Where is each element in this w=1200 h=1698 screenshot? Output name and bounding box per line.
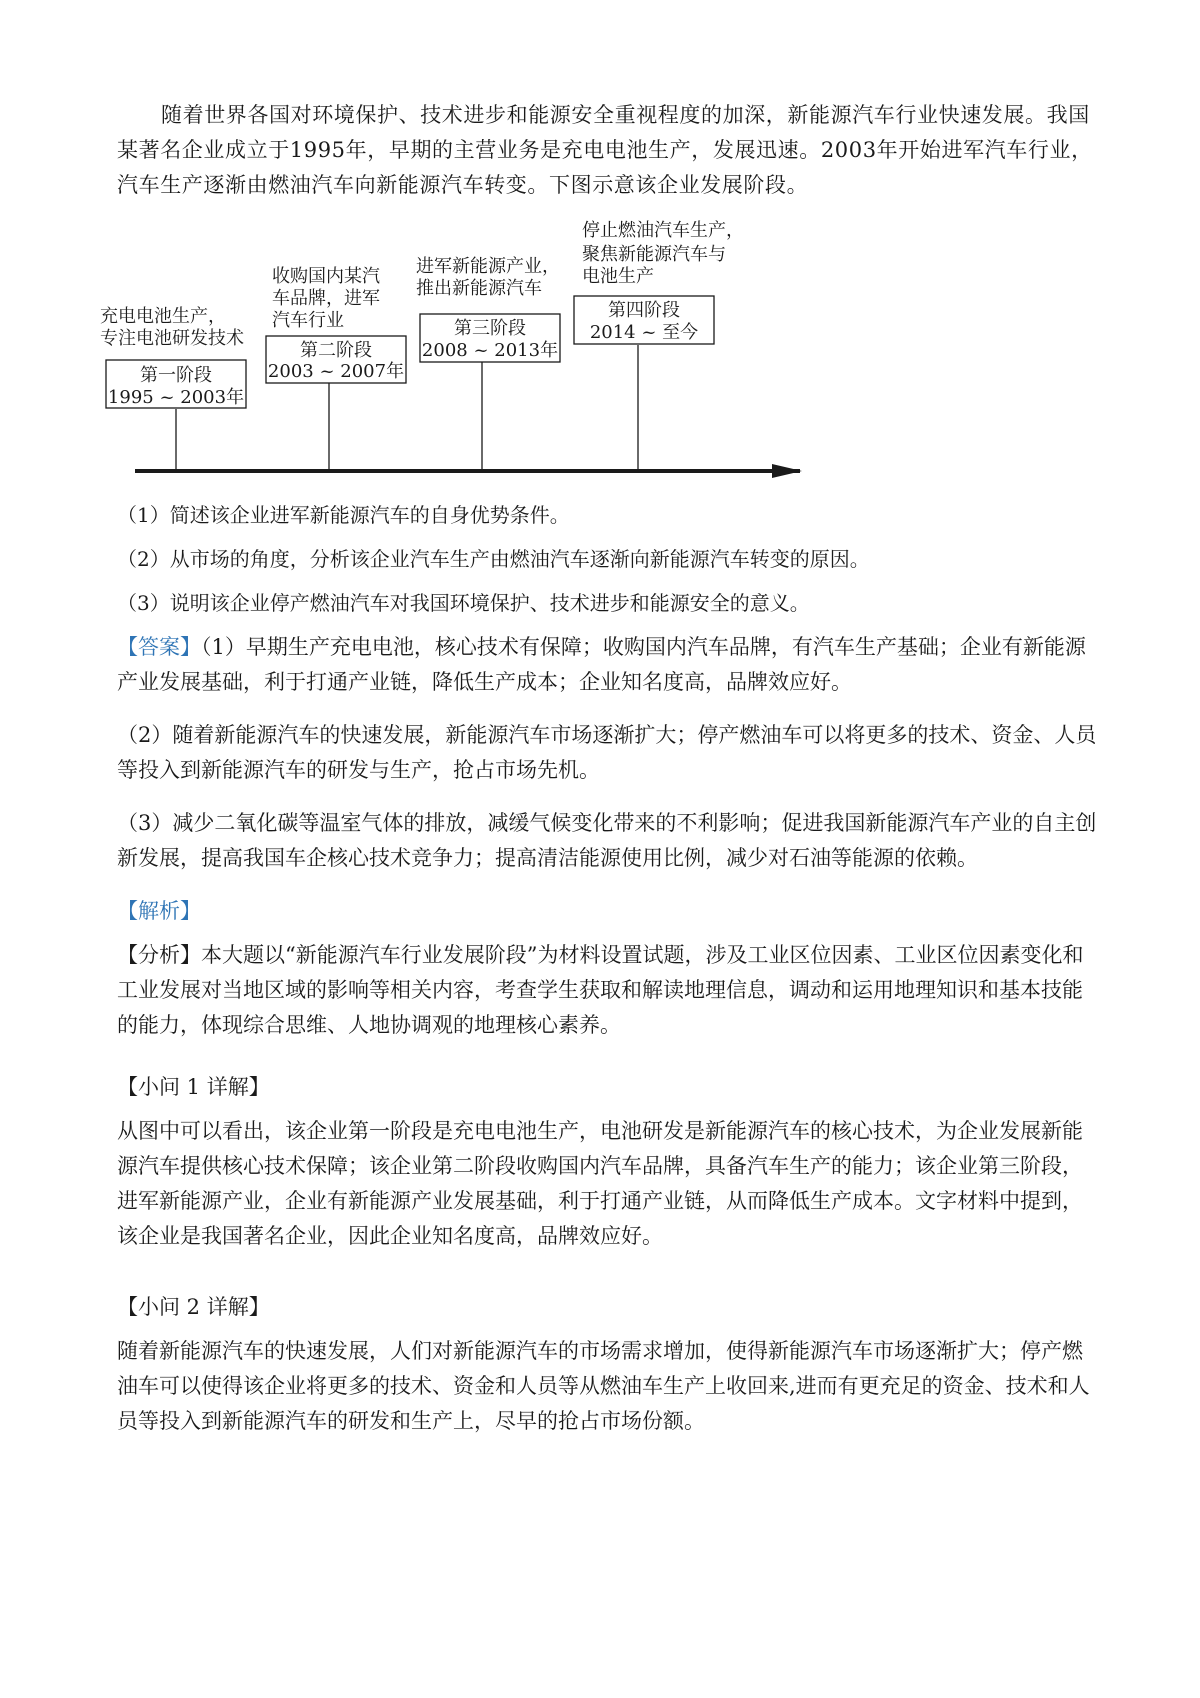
stage-period: 2014 ~ 至今 (589, 322, 699, 343)
stage-desc-line: 聚焦新能源汽车与 (582, 244, 726, 265)
development-timeline (100, 220, 820, 493)
stage-desc-line: 充电电池生产， (100, 306, 226, 327)
intro-paragraph: 随着世界各国对环境保护、技术进步和能源安全重视程度的加深，新能源汽车行业快速发展。我国某著名企业成立于1995年，早期的主营业务是充电电池生产，发展迅速。2003年开始进军汽车行业，汽车生产逐渐由燃油汽车向新能源汽车转变。下图示意该企业发展阶段。 (117, 103, 1093, 197)
stage-desc-line: 专注电池研发技术 (100, 328, 244, 349)
stage-label: 第二阶段 (300, 340, 372, 361)
stage-period: 2003 ~ 2007年 (267, 361, 405, 382)
analysis-summary: 【分析】本大题以“新能源汽车行业发展阶段”为材料设置试题，涉及工业区位因素、工业区位因素变化和工业发展对当地区域的影响等相关内容，考查学生获取和解读地理信息，调动和运用地理知识和基本技能的能力，体现综合思维、人地协调观的地理核心素养。 (117, 943, 1084, 1037)
stage-period: 2008 ~ 2013年 (421, 340, 559, 361)
answer-1 (117, 630, 1097, 700)
detail-1-title: 【小问 1 详解】 (117, 1075, 270, 1099)
answer-2: （2）随着新能源汽车的快速发展，新能源汽车市场逐渐扩大；停产燃油车可以将更多的技术、资金、人员等投入到新能源汽车的研发与生产，抢占市场先机。 (117, 723, 1097, 782)
stage-desc-line: 进军新能源产业， (416, 256, 560, 277)
stage-desc-line: 推出新能源汽车 (416, 278, 542, 299)
answer-tag: 【答案】 (117, 635, 201, 659)
detail-2-title: 【小问 2 详解】 (117, 1295, 270, 1319)
stage-label: 第一阶段 (140, 365, 212, 386)
detail-1-text: 从图中可以看出，该企业第一阶段是充电电池生产，电池研发是新能源汽车的核心技术，为企业发展新能源汽车提供核心技术保障；该企业第二阶段收购国内汽车品牌，具备汽车生产的能力；该企业第三阶段，进军新能源产业，企业有新能源产业发展基础，利于打通产业链，从而降低生产成本。文字材料中提到，该企业是我国著名企业，因此企业知名度高，品牌效应好。 (117, 1119, 1083, 1248)
answer-1-text: （1）早期生产充电电池，核心技术有保障；收购国内汽车品牌，有汽车生产基础；企业有新能源产业发展基础，利于打通产业链，降低生产成本；企业知名度高，品牌效应好。 (117, 635, 1086, 694)
stage-desc-line: 汽车行业 (272, 310, 344, 331)
timeline-stage-1 (100, 306, 246, 471)
stage-period: 1995 ~ 2003年 (107, 387, 245, 408)
timeline-stage-4 (574, 220, 744, 471)
stage-desc-line: 车品牌，进军 (272, 288, 380, 309)
stage-label: 第四阶段 (608, 300, 680, 321)
stage-desc-line: 电池生产 (582, 266, 654, 287)
question-3: （3）说明该企业停产燃油汽车对我国环境保护、技术进步和能源安全的意义。 (117, 591, 810, 615)
stage-desc-line: 停止燃油汽车生产， (582, 220, 744, 241)
timeline-stage-2 (266, 266, 406, 471)
question-2: （2）从市场的角度，分析该企业汽车生产由燃油汽车逐渐向新能源汽车转变的原因。 (117, 547, 870, 571)
analysis-tag: 【解析】 (117, 899, 201, 923)
question-1: （1）简述该企业进军新能源汽车的自身优势条件。 (117, 503, 570, 527)
answer-3: （3）减少二氧化碳等温室气体的排放，减缓气候变化带来的不利影响；促进我国新能源汽车产业的自主创新发展，提高我国车企核心技术竞争力；提高清洁能源使用比例，减少对石油等能源的依赖。 (117, 811, 1097, 870)
detail-2-text: 随着新能源汽车的快速发展，人们对新能源汽车的市场需求增加，使得新能源汽车市场逐渐扩大；停产燃油车可以使得该企业将更多的技术、资金和人员等从燃油车生产上收回来,进而有更充足的资金、技术和人员等投入到新能源汽车的研发和生产上，尽早的抢占市场份额。 (117, 1339, 1090, 1433)
stage-desc-line: 收购国内某汽 (272, 266, 380, 287)
timeline-stage-3 (416, 256, 560, 471)
stage-label: 第三阶段 (454, 318, 526, 339)
